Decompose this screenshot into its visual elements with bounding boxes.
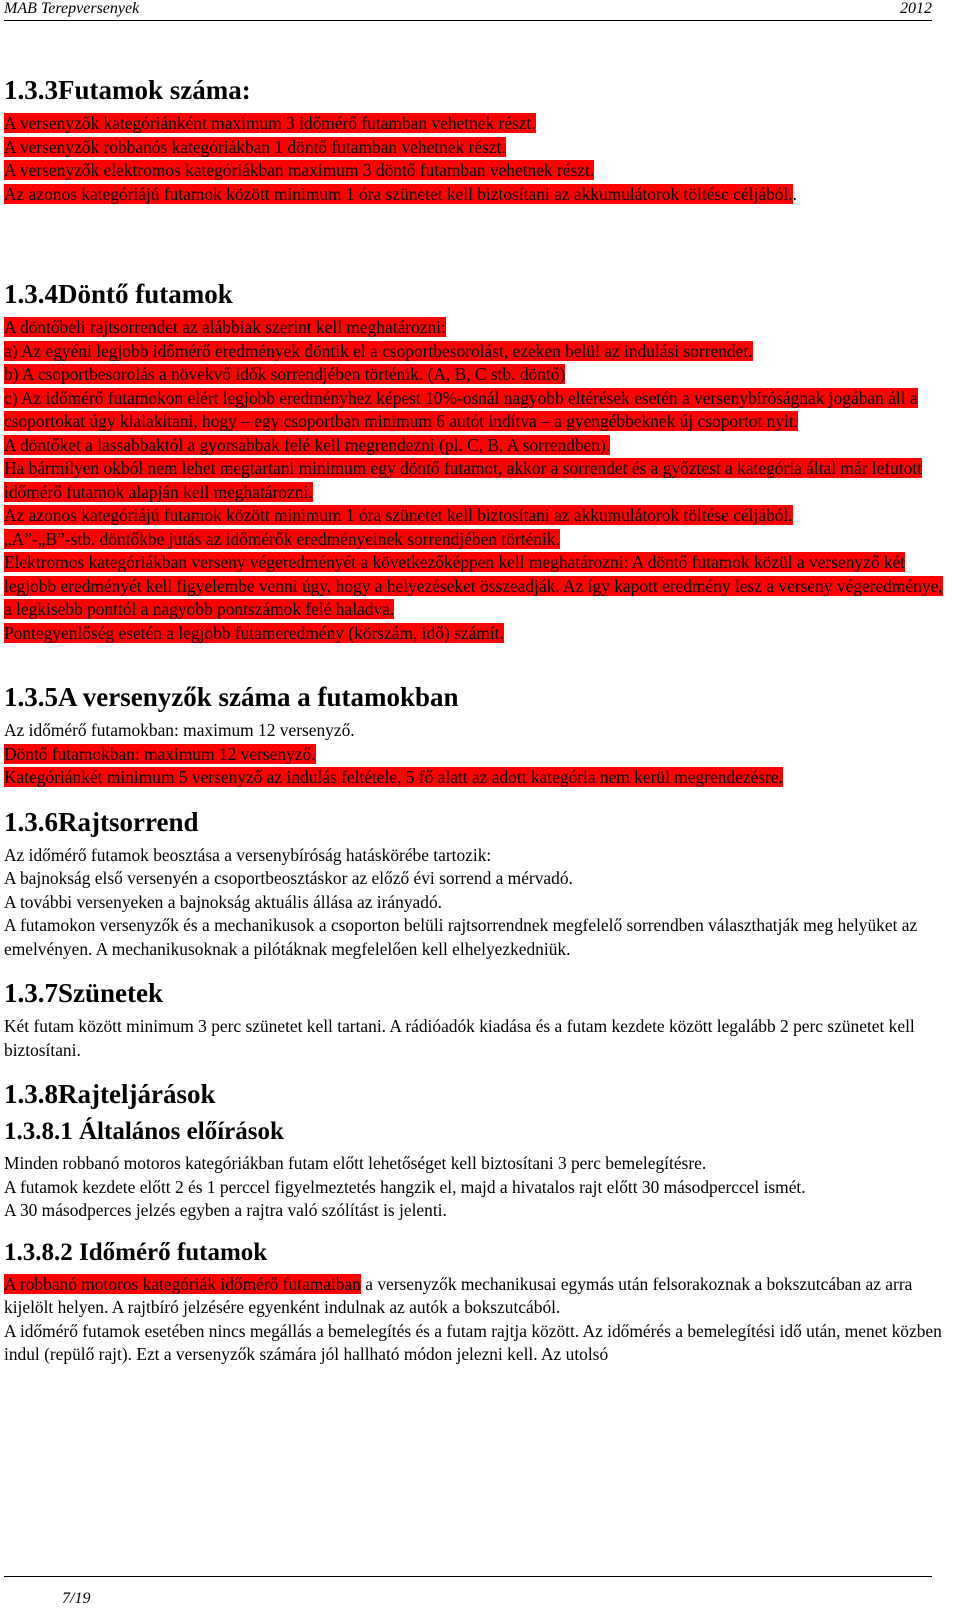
- highlighted-line: Elektromos kategóriákban verseny végeredményét a következőképpen kell meghatározni: A döntő futamok közül a versenyző két legjobb eredményét kell figyelembe venni úgy, hogy a helyezéseket összeadják. Az így kapott eredmény lesz a verseny végeredménye, a legkisebb ponttól a nagyobb pontszámok felé haladva.: [4, 552, 943, 619]
- section-1-3-5-paragraph: [4, 719, 944, 790]
- text-line: Minden robbanó motoros kategóriákban futam előtt lehetőséget kell biztosítani 3 perc bemelegítésre.: [4, 1153, 707, 1173]
- section-1-3-8-1-title: 1.3.8.1 Általános előírások: [4, 1118, 284, 1145]
- section-1-3-7-paragraph: Két futam között minimum 3 perc szünetet kell tartani. A rádióadók kiadása és a futam kezdete között legalább 2 perc szünetet kell biztosítani.: [4, 1016, 915, 1060]
- header-year: 2012: [900, 0, 932, 17]
- highlighted-line: a) Az egyéni legjobb időmérő eredmények döntik el a csoportbesorolást, ezeken belül az indulási sorrendet.: [4, 340, 753, 361]
- header-rule: [4, 20, 932, 21]
- highlighted-line: A döntőket a lassabbaktól a gyorsabbak felé kell megrendezni (pl. C, B, A sorrendben).: [4, 434, 611, 455]
- text-line: A további versenyeken a bajnokság aktuális állása az irányadó.: [4, 891, 442, 912]
- section-1-3-7-title: 1.3.7Szünetek: [4, 978, 164, 1008]
- section-1-3-8-2-paragraph: [4, 1273, 944, 1367]
- page-number: 7/19: [62, 1590, 91, 1607]
- highlighted-line: Ha bármilyen okból nem lehet megtartani minimum egy döntő futamot, akkor a sorrendet és a győztest a kategória által már lefutott időmérő futamok alapján kell meghatározni.: [4, 458, 923, 502]
- section-1-3-6-paragraph: [4, 844, 944, 962]
- section-1-3-8-2-title: 1.3.8.2 Időmérő futamok: [4, 1238, 268, 1266]
- page-content: [4, 72, 944, 1367]
- section-1-3-6-title: 1.3.6Rajtsorrend: [4, 806, 199, 837]
- highlighted-line: b) A csoportbesorolás a növekvő idők sorrendjében történik. (A, B, C stb. döntő): [4, 364, 566, 384]
- highlighted-line: A versenyzők robbanós kategóriákban 1 döntő futamban vehetnek részt.: [4, 136, 506, 157]
- highlighted-line: A robbanó motoros kategóriák időmérő futamaiban: [4, 1273, 361, 1294]
- page-header: [0, 0, 960, 22]
- section-1-3-3-title: 1.3.3Futamok száma:: [4, 75, 251, 105]
- highlighted-line: Pontegyenlőség esetén a legjobb futameredmény (körszám, idő) számít.: [4, 622, 504, 643]
- highlighted-line: c) Az időmérő futamokon elért legjobb eredményhez képest 10%-osnál nagyobb eltérések esetén a versenybíróságnak jogában áll a csoportokat úgy kialakítani, hogy – egy csoportban minimum 6 autót indítva – a gyengébbeknek új csoportot nyit.: [4, 387, 918, 431]
- highlighted-line: „A”-„B”-stb. döntőkbe jutás az időmérők eredményeinek sorrendjében történik.: [4, 528, 560, 549]
- text-line: Az időmérő futamok beosztása a versenybíróság hatáskörébe tartozik:: [4, 844, 492, 865]
- highlighted-line: Az azonos kategóriájú futamok között minimum 1 óra szünetet kell biztosítani az akkumulátorok töltése céljából.: [4, 183, 793, 204]
- text-line: A bajnokság első versenyén a csoportbeosztáskor az előző évi sorrend a mérvadó.: [4, 868, 573, 888]
- highlighted-line: A versenyzők kategóriánként maximum 3 időmérő futamban vehetnek részt.: [4, 113, 536, 133]
- header-title: MAB Terepversenyek: [4, 0, 140, 17]
- highlighted-line: Az azonos kategóriájú futamok között minimum 1 óra szünetet kell biztosítani az akkumulátorok töltése céljából.: [4, 505, 793, 525]
- section-1-3-3-paragraph: A versenyzők kategóriánként maximum 3 időmérő futamban vehetnek részt. A versenyzők robbanós kategóriákban 1 döntő futamban vehetnek részt. A versenyzők elektromos kategóriákban maximum 3 döntő futamban vehetnek részt. Az azonos kategóriájú futamok között minimum 1 óra szünetet kell biztosítani az akkumulátorok töltése céljából..: [4, 113, 797, 204]
- highlighted-line: A versenyzők elektromos kategóriákban maximum 3 döntő futamban vehetnek részt.: [4, 160, 595, 180]
- footer-rule: [4, 1576, 932, 1577]
- section-1-3-8-1-paragraph: [4, 1152, 944, 1223]
- highlighted-line: Kategóriánkét minimum 5 versenyző az indulás feltétele, 5 fő alatt az adott kategória nem kerül megrendezésre.: [4, 767, 783, 787]
- section-1-3-4-title: 1.3.4Döntő futamok: [4, 279, 233, 309]
- highlighted-line: A döntőbeli rajtsorrendet az alábbiak szerint kell meghatározni:: [4, 317, 446, 337]
- text-line: A 30 másodperces jelzés egyben a rajtra való szólítást is jelenti.: [4, 1200, 447, 1220]
- text-line: A futamokon versenyzők és a mechanikusok a csoporton belüli rajtsorrendnek megfelelő sorrendben választhatják meg helyüket az emelvényen. A mechanikusoknak a pilótáknak megfelelően kell elhelyezkedniük.: [4, 915, 918, 959]
- text-line: a versenyzők mechanikusai egymás után felsorakoznak a bokszutcában az arra kijelölt helyen. A rajtbíró jelzésére egyenként indulnak az autók a bokszutcából.: [4, 1273, 913, 1317]
- section-1-3-8-title: 1.3.8Rajteljárások: [4, 1079, 216, 1109]
- highlighted-line: Döntő futamokban: maximum 12 versenyző.: [4, 743, 316, 764]
- text-line: A futamok kezdete előtt 2 és 1 perccel figyelmeztetés hangzik el, majd a hivatalos rajt előtt 30 másodperccel ismét.: [4, 1176, 806, 1197]
- section-1-3-4-paragraph: [4, 316, 944, 645]
- section-1-3-5-title: 1.3.5A versenyzők száma a futamokban: [4, 682, 459, 712]
- text-line: A időmérő futamok esetében nincs megállás a bemelegítés és a futam rajtja között. Az időmérés a bemelegítési idő után, menet közben indul (repülő rajt). Ezt a versenyzők számára jól hallható módon jelezni kell. Az utolsó: [4, 1320, 942, 1364]
- text-line: Az időmérő futamokban: maximum 12 versenyző.: [4, 720, 355, 740]
